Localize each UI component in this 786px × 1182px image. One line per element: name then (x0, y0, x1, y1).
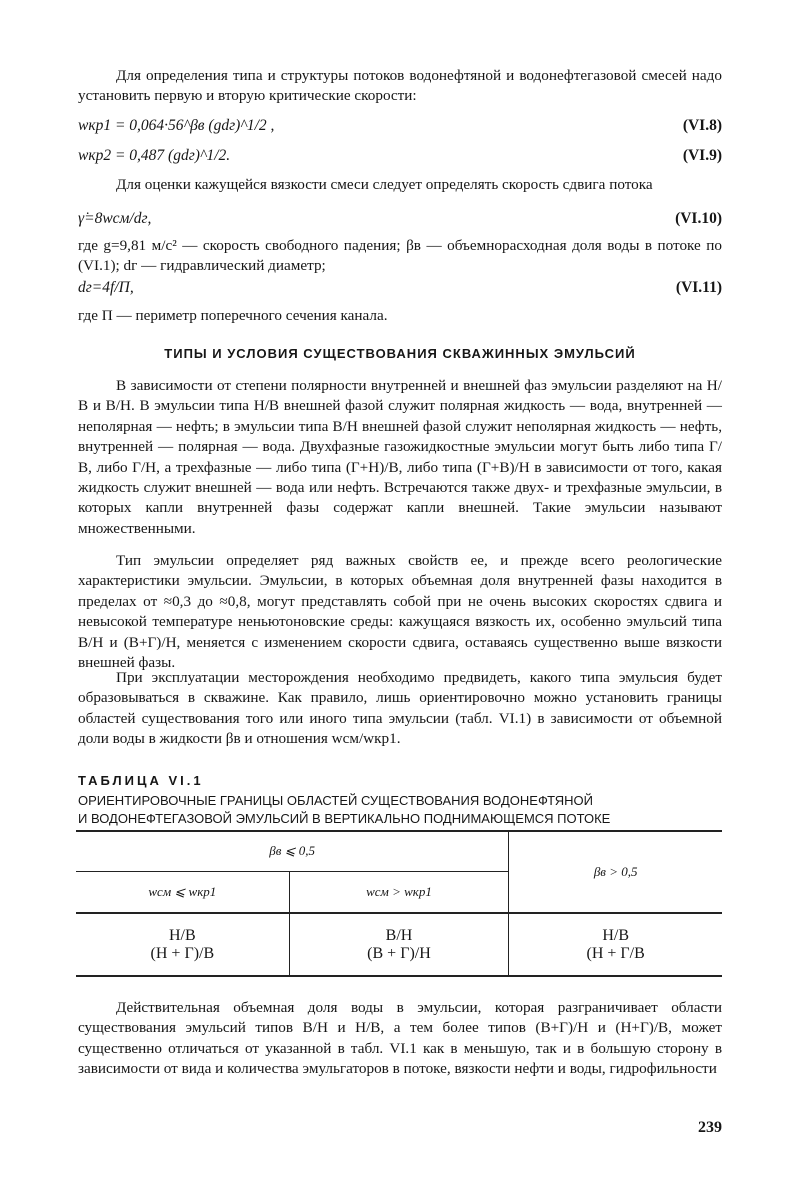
page-number: 239 (698, 1119, 722, 1136)
formula-expression: wкр1 = 0,064·56^βв (gdг)^1/2 , (78, 117, 275, 134)
formula-vi10 (78, 209, 722, 229)
formula-expression: wкр2 = 0,487 (gdг)^1/2. (78, 147, 231, 164)
intro-paragraph: Для определения типа и структуры потоков водонефтяной и водонефтегазовой смесей надо установить первую и вторую критические скорости: (78, 67, 722, 105)
subheader-velocity-le: wсм ⩽ wкр1 (76, 871, 289, 913)
table-cell: Н/В (Н + Г/В (586, 926, 645, 962)
formula-number: (VI.8) (682, 117, 722, 134)
where-perimeter-paragraph: где П — периметр поперечного сечения канала. (78, 307, 388, 324)
table-label: ТАБЛИЦА VI.1 (78, 773, 204, 788)
header-water-fraction-gt: βв > 0,5 (593, 864, 638, 879)
formula-vi9 (78, 146, 722, 166)
formula-vi11 (78, 278, 722, 298)
section-title: ТИПЫ И УСЛОВИЯ СУЩЕСТВОВАНИЯ СКВАЖИННЫХ ЭМУЛЬСИЙ (164, 346, 636, 361)
header-water-fraction-le: βв ⩽ 0,5 (76, 831, 509, 871)
formula-number: (VI.10) (675, 210, 722, 227)
paragraph-emulsion-types: В зависимости от степени полярности внутренней и внешней фаз эмульсии разделяют на Н/В и В/Н. В эмульсии типа Н/В внешней фазой служит полярная жидкость — вода, внутренней — неполярная — нефть; в эмульсии типа В/Н внешней фазой служит неполярная жидкость — нефть, внутренней — полярная — вода. Двухфазные газожидкостные эмульсии могут быть либо типа Г/В, либо Г/Н, а трехфазные — либо типа (Г+Н)/В, либо типа (Г+В)/Н в зависимости от того, какая жидкость служит внешней — вода или нефть. Встречаются также двух- и трехфазные эмульсии, в которых капли внутренней фазы содержат капли внешней. Такие эмульсии называют множественными. (78, 377, 722, 537)
subheader-velocity-gt: wсм > wкр1 (289, 871, 509, 913)
table-caption: ОРИЕНТИРОВОЧНЫЕ ГРАНИЦЫ ОБЛАСТЕЙ СУЩЕСТВОВАНИЯ ВОДОНЕФТЯНОЙ И ВОДОНЕФТЕГАЗОВОЙ ЭМУЛЬСИЙ В ВЕРТИКАЛЬНО ПОДНИМАЮЩЕМСЯ ПОТОКЕ (78, 793, 611, 826)
paragraph-rheology: Тип эмульсии определяет ряд важных свойств ее, и прежде всего реологические характеристики эмульсии. Эмульсии, в которых объемная доля внутренней фазы находится в пределах от ≈0,3 до ≈0,8, могут представлять собой при не очень высоких скоростях сдвига и невысокой температуре неньютоновские среды: кажущаяся вязкость их, особенно эмульсий типа В/Н и (В+Г)/Н, меняется с изменением скорости сдвига, оставаясь существенно выше вязкости внешней фазы. (78, 552, 722, 672)
formula-expression: dг=4f/П, (78, 279, 134, 296)
table-cell: Н/В (Н + Г)/В (76, 913, 289, 976)
table-cell: В/Н (В + Г)/Н (289, 913, 509, 976)
paragraph-actual-fraction: Действительная объемная доля воды в эмульсии, которая разграничивает области существования эмульсий типов В/Н и Н/В, а тем более типов (В+Г)/Н и (Н+Г)/В, может существенно отличаться от указанной в табл. VI.1 как в меньшую, так и в большую сторону в зависимости от вида и количества эмульгаторов в потоке, вязкости нефти и воды, гидрофильности (78, 999, 722, 1078)
paragraph-field-operation: При эксплуатации месторождения необходимо предвидеть, какого типа эмульсия будет образовываться в скважине. Как правило, лишь ориентировочно можно установить границы областей существования того или иного типа эмульсии (табл. VI.1) в зависимости от объемной доли воды в жидкости βв и отношения wсм/wкр1. (78, 669, 722, 748)
formula-number: (VI.9) (682, 147, 722, 164)
formula-vi8 (78, 116, 722, 136)
emulsion-table (76, 830, 722, 975)
where-g-paragraph: где g=9,81 м/с² — скорость свободного падения; βв — объемнорасходная доля воды в потоке по (VI.1); dг — гидравлический диаметр; (78, 237, 722, 275)
formula-expression: γ̇=8wсм/dг, (78, 210, 152, 227)
formula-number: (VI.11) (675, 279, 722, 296)
viscosity-paragraph: Для оценки кажущейся вязкости смеси следует определять скорость сдвига потока (116, 176, 653, 193)
